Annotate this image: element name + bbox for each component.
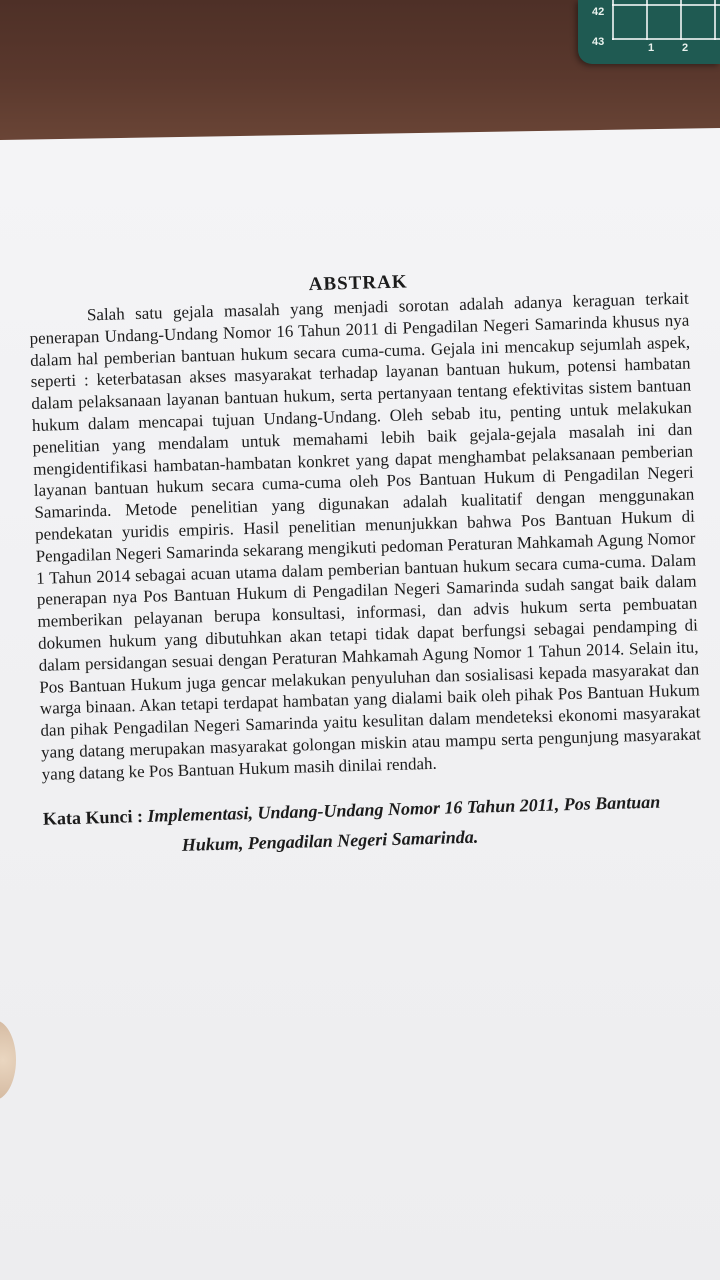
mat-row-number: 43 [592, 36, 605, 48]
cutting-mat [578, 0, 720, 64]
cutting-mat-grid [612, 0, 720, 40]
mat-column-number: 1 [648, 42, 655, 54]
keywords-label: Kata Kunci : [42, 805, 144, 829]
abstract-page [28, 264, 704, 864]
abstract-title: ABSTRAK [308, 271, 408, 296]
mat-column-number: 2 [682, 42, 689, 54]
keywords-text: Implementasi, Undang-Undang Nomor 16 Tahun 2011, Pos Bantuan Hukum, Pengadilan Negeri Samarinda. [147, 791, 661, 855]
mat-row-number: 42 [592, 6, 605, 18]
abstract-body: Salah satu gejala masalah yang menjadi sorotan adalah adanya keraguan terkait penerapan Undang-Undang Nomor 16 Tahun 2011 di Pengadilan Negeri Samarinda khusus nya dalam hal pemberian bantuan hukum secara cuma-cuma. Gejala ini mencakup sejumlah aspek, seperti : keterbatasan akses masyarakat terhadap layanan bantuan hukum, potensi hambatan dalam pelaksanaan layanan bantuan hukum, serta pertanyaan tentang efektivitas sistem bantuan hukum dalam mencapai tujuan Undang-Undang. Oleh sebab itu, penting untuk melakukan penelitian yang mendalam untuk memahami lebih baik gejala-gejala masalah ini dan mengidentifikasi hambatan-hambatan konkret yang dapat menghambat pelaksanaan pemberian layanan bantuan hukum secara cuma-cuma oleh Pos Bantuan Hukum di Pengadilan Negeri Samarinda. Metode penelitian yang digunakan adalah kualitatif dengan menggunakan pendekatan yuridis empiris. Hasil penelitian menunjukkan bahwa Pos Bantuan Hukum di Pengadilan Negeri Samarinda sekarang mengikuti pedoman Peraturan Mahkamah Agung Nomor 1 Tahun 2014 sebagai acuan utama dalam pemberian bantuan hukum secara cuma-cuma. Dalam penerapan nya Pos Bantuan Hukum di Pengadilan Negeri Samarinda sudah sangat baik dalam memberikan pelayanan berupa konsultasi, informasi, dan advis hukum serta pembuatan dokumen hukum yang dibutuhkan akan tetapi tidak dapat berfungsi sebagai pendamping di dalam persidangan sesuai dengan Peraturan Mahkamah Agung Nomor 1 Tahun 2014. Selain itu, Pos Bantuan Hukum juga gencar melakukan penyuluhan dan sosialisasi kepada masyarakat dan warga binaan. Akan tetapi terdapat hambatan yang dialami baik oleh pihak Pos Bantuan Hukum dan pihak Pengadilan Negeri Samarinda yaitu kesulitan dalam mendeteksi ekonomi masyarakat yang datang merupakan masyarakat golongan miskin atau mampu serta pengunjung masyarakat yang datang ke Pos Bantuan Hukum masih dinilai rendah. [29, 288, 702, 784]
